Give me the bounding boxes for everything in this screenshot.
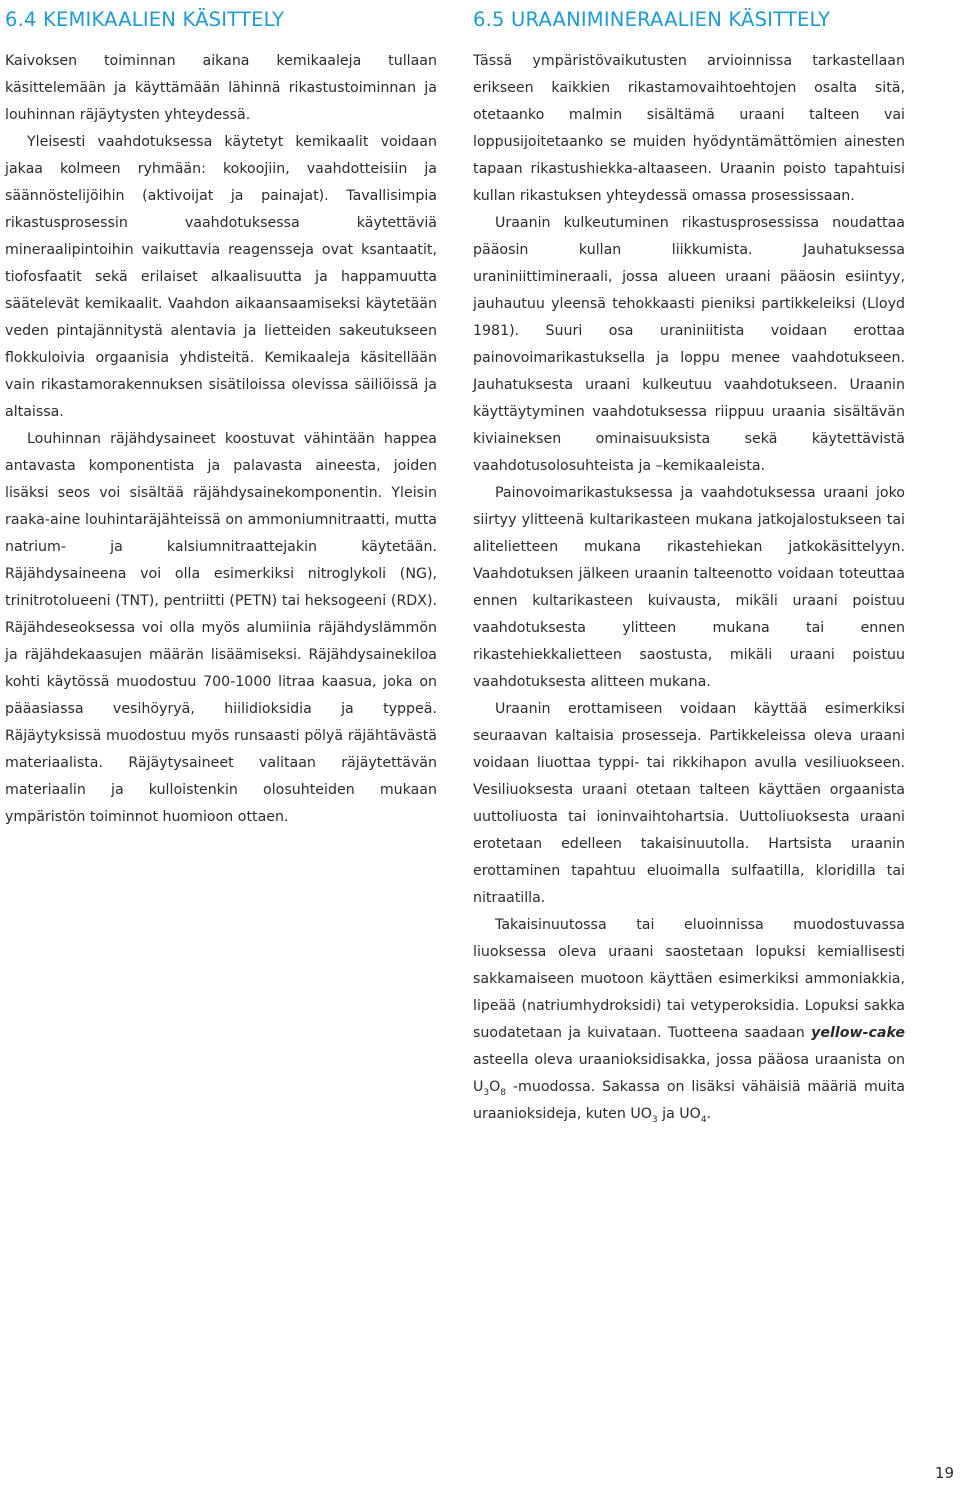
section-heading-chemicals: 6.4 KEMIKAALIEN KÄSITTELY xyxy=(5,8,285,31)
paragraph-uranium-transport: Uraanin kulkeutuminen rikastusprosessissa noudattaa pääosin kullan liikkumista. Jauhatuksessa uraniniittimineraali, jossa alueen uraani pääosin esiintyy, jauhautuu yleensä tehokkaasti pieniksi partikkeleiksi (Lloyd 1981). Suuri osa uraniniitista voidaan erottaa painovoimarikastuksella ja loppu menee vaahdotukseen. Jauhatuksesta uraani kulkeutuu vaahdotukseen. Uraanin käyttäytyminen vaahdotuksessa riippuu uraania sisältävän kiviaineksen ominaisuuksista sekä käytettävistä vaahdotusolosuhteista ja –kemikaaleista. xyxy=(473,215,905,474)
text-span: asteella oleva uraanioksidisakka, jossa pääosa uraanista on U xyxy=(473,1052,905,1095)
paragraph-uranium-intro: Tässä ympäristövaikutusten arvioinnissa tarkastellaan erikseen kaikkien rikastamovaihtoehtojen osalta sitä, otetaanko malmin sisältämä uraani talteen vai loppusijoitetaanko se muiden hyödyntämättömien ainesten tapaan rikastushiekka-altaaseen. Uraanin poisto tapahtuisi kullan rikastuksen yhteydessä omassa prosessissaan. xyxy=(473,53,905,204)
yellow-cake-term: yellow-cake xyxy=(811,1025,905,1041)
paragraph-explosives: Louhinnan räjähdysaineet koostuvat vähintään happea antavasta komponentista ja palavasta aineesta, joiden lisäksi seos voi sisältää räjähdysainekomponentin. Yleisin raaka-aine louhintaräjähteissä on ammoniumnitraatti, mutta natrium- ja kalsiumnitraattejakin käytetään. Räjähdysaineena voi olla esimerkiksi nitroglykoli (NG), trinitrotolueeni (TNT), pentriitti (PETN) tai heksogeeni (RDX). Räjähdeseoksessa voi olla myös alumiinia räjähdyslämmön ja räjähdekaasujen määrän lisäämiseksi. Räjähdysainekiloa kohti käytössä muodostuu 700-1000 litraa kaasua, joka on pääasiassa vesihöyryä, hiilidioksidia ja typpeä. Räjäytyksissä muodostuu myös runsaasti pölyä räjähtävästä materiaalista. Räjäytysaineet valitaan räjäytettävän materiaalin ja kulloistenkin olosuhteiden mukaan ympäristön toiminnot huomioon ottaen. xyxy=(5,431,437,825)
text-span: . xyxy=(706,1106,712,1122)
subscript: 8 xyxy=(500,1087,507,1098)
text-span: O xyxy=(489,1079,501,1095)
subscript: 3 xyxy=(483,1087,490,1098)
section-heading-uranium: 6.5 URAANIMINERAALIEN KÄSITTELY xyxy=(473,8,831,31)
subscript: 3 xyxy=(651,1114,658,1125)
text-span: ja UO xyxy=(657,1106,701,1122)
left-column xyxy=(5,6,437,831)
text-span: -muodossa. Sakassa on lisäksi vähäisiä määriä muita uraanioksideja, kuten UO xyxy=(473,1079,905,1122)
paragraph-separation-processes: Uraanin erottamiseen voidaan käyttää esimerkiksi seuraavan kaltaisia prosesseja. Partikkeleissa oleva uraani voidaan liuottaa typpi- tai rikkihapon avulla vesiliuokseen. Vesiliuoksesta uraani otetaan talteen käyttäen orgaanista uuttoliuosta tai ioninvaihtohartsia. Uuttoliuoksesta uraani erotetaan edelleen takaisinuutolla. Hartsista uraanin erottaminen tapahtuu eluoimalla sulfaatilla, kloridilla tai nitraatilla. xyxy=(473,701,905,906)
subscript: 4 xyxy=(700,1114,707,1125)
page-number: 19 xyxy=(934,1464,954,1482)
paragraph-intro: Kaivoksen toiminnan aikana kemikaaleja tullaan käsittelemään ja käyttämään lähinnä rikastustoiminnan ja louhinnan räjäytysten yhteydessä. xyxy=(5,53,437,123)
right-column xyxy=(473,6,905,1128)
paragraph-gravity-flotation: Painovoimarikastuksessa ja vaahdotuksessa uraani joko siirtyy ylitteenä kultarikasteen mukana jatkojalostukseen tai alitelietteen mukana rikastehiekan jatkokäsittelyyn. Vaahdotuksen jälkeen uraanin talteenotto voidaan toteuttaa ennen kultarikasteen kuivausta, mikäli uraani poistuu vaahdotuksesta ylitteen mukana tai ennen rikastehiekkalietteen saostusta, mikäli uraani poistuu vaahdotuksesta alitteen mukana. xyxy=(473,485,905,690)
paragraph-precipitation xyxy=(473,912,905,1128)
paragraph-flotation-chemicals: Yleisesti vaahdotuksessa käytetyt kemikaalit voidaan jakaa kolmeen ryhmään: kokoojiin, vaahdotteisiin ja säännöstelijöihin (aktivoijat ja painajat). Tavallisimpia rikastusprosessin vaahdotuksessa käytettäviä mineraalipintoihin vaikuttavia reagensseja ovat ksantaatit, tiofosfaatit sekä erilaiset alkaalisuutta ja happamuutta säätelevät kemikaalit. Vaahdon aikaansaamiseksi käytetään veden pintajännitystä alentavia ja lietteiden sakeutukseen flokkuloivia orgaanisia yhdisteitä. Kemikaaleja käsitellään vain rikastamorakennuksen sisätiloissa olevissa säiliöissä ja altaissa. xyxy=(5,134,437,420)
text-span: Takaisinuutossa tai eluoinnissa muodostuvassa liuoksessa oleva uraani saostetaan lopuksi kemiallisesti sakkamaiseen muotoon käyttäen esimerkiksi ammoniakkia, lipeää (natriumhydroksidi) tai vetyperoksidia. Lopuksi sakka suodatetaan ja kuivataan. Tuotteena saadaan xyxy=(473,917,905,1041)
